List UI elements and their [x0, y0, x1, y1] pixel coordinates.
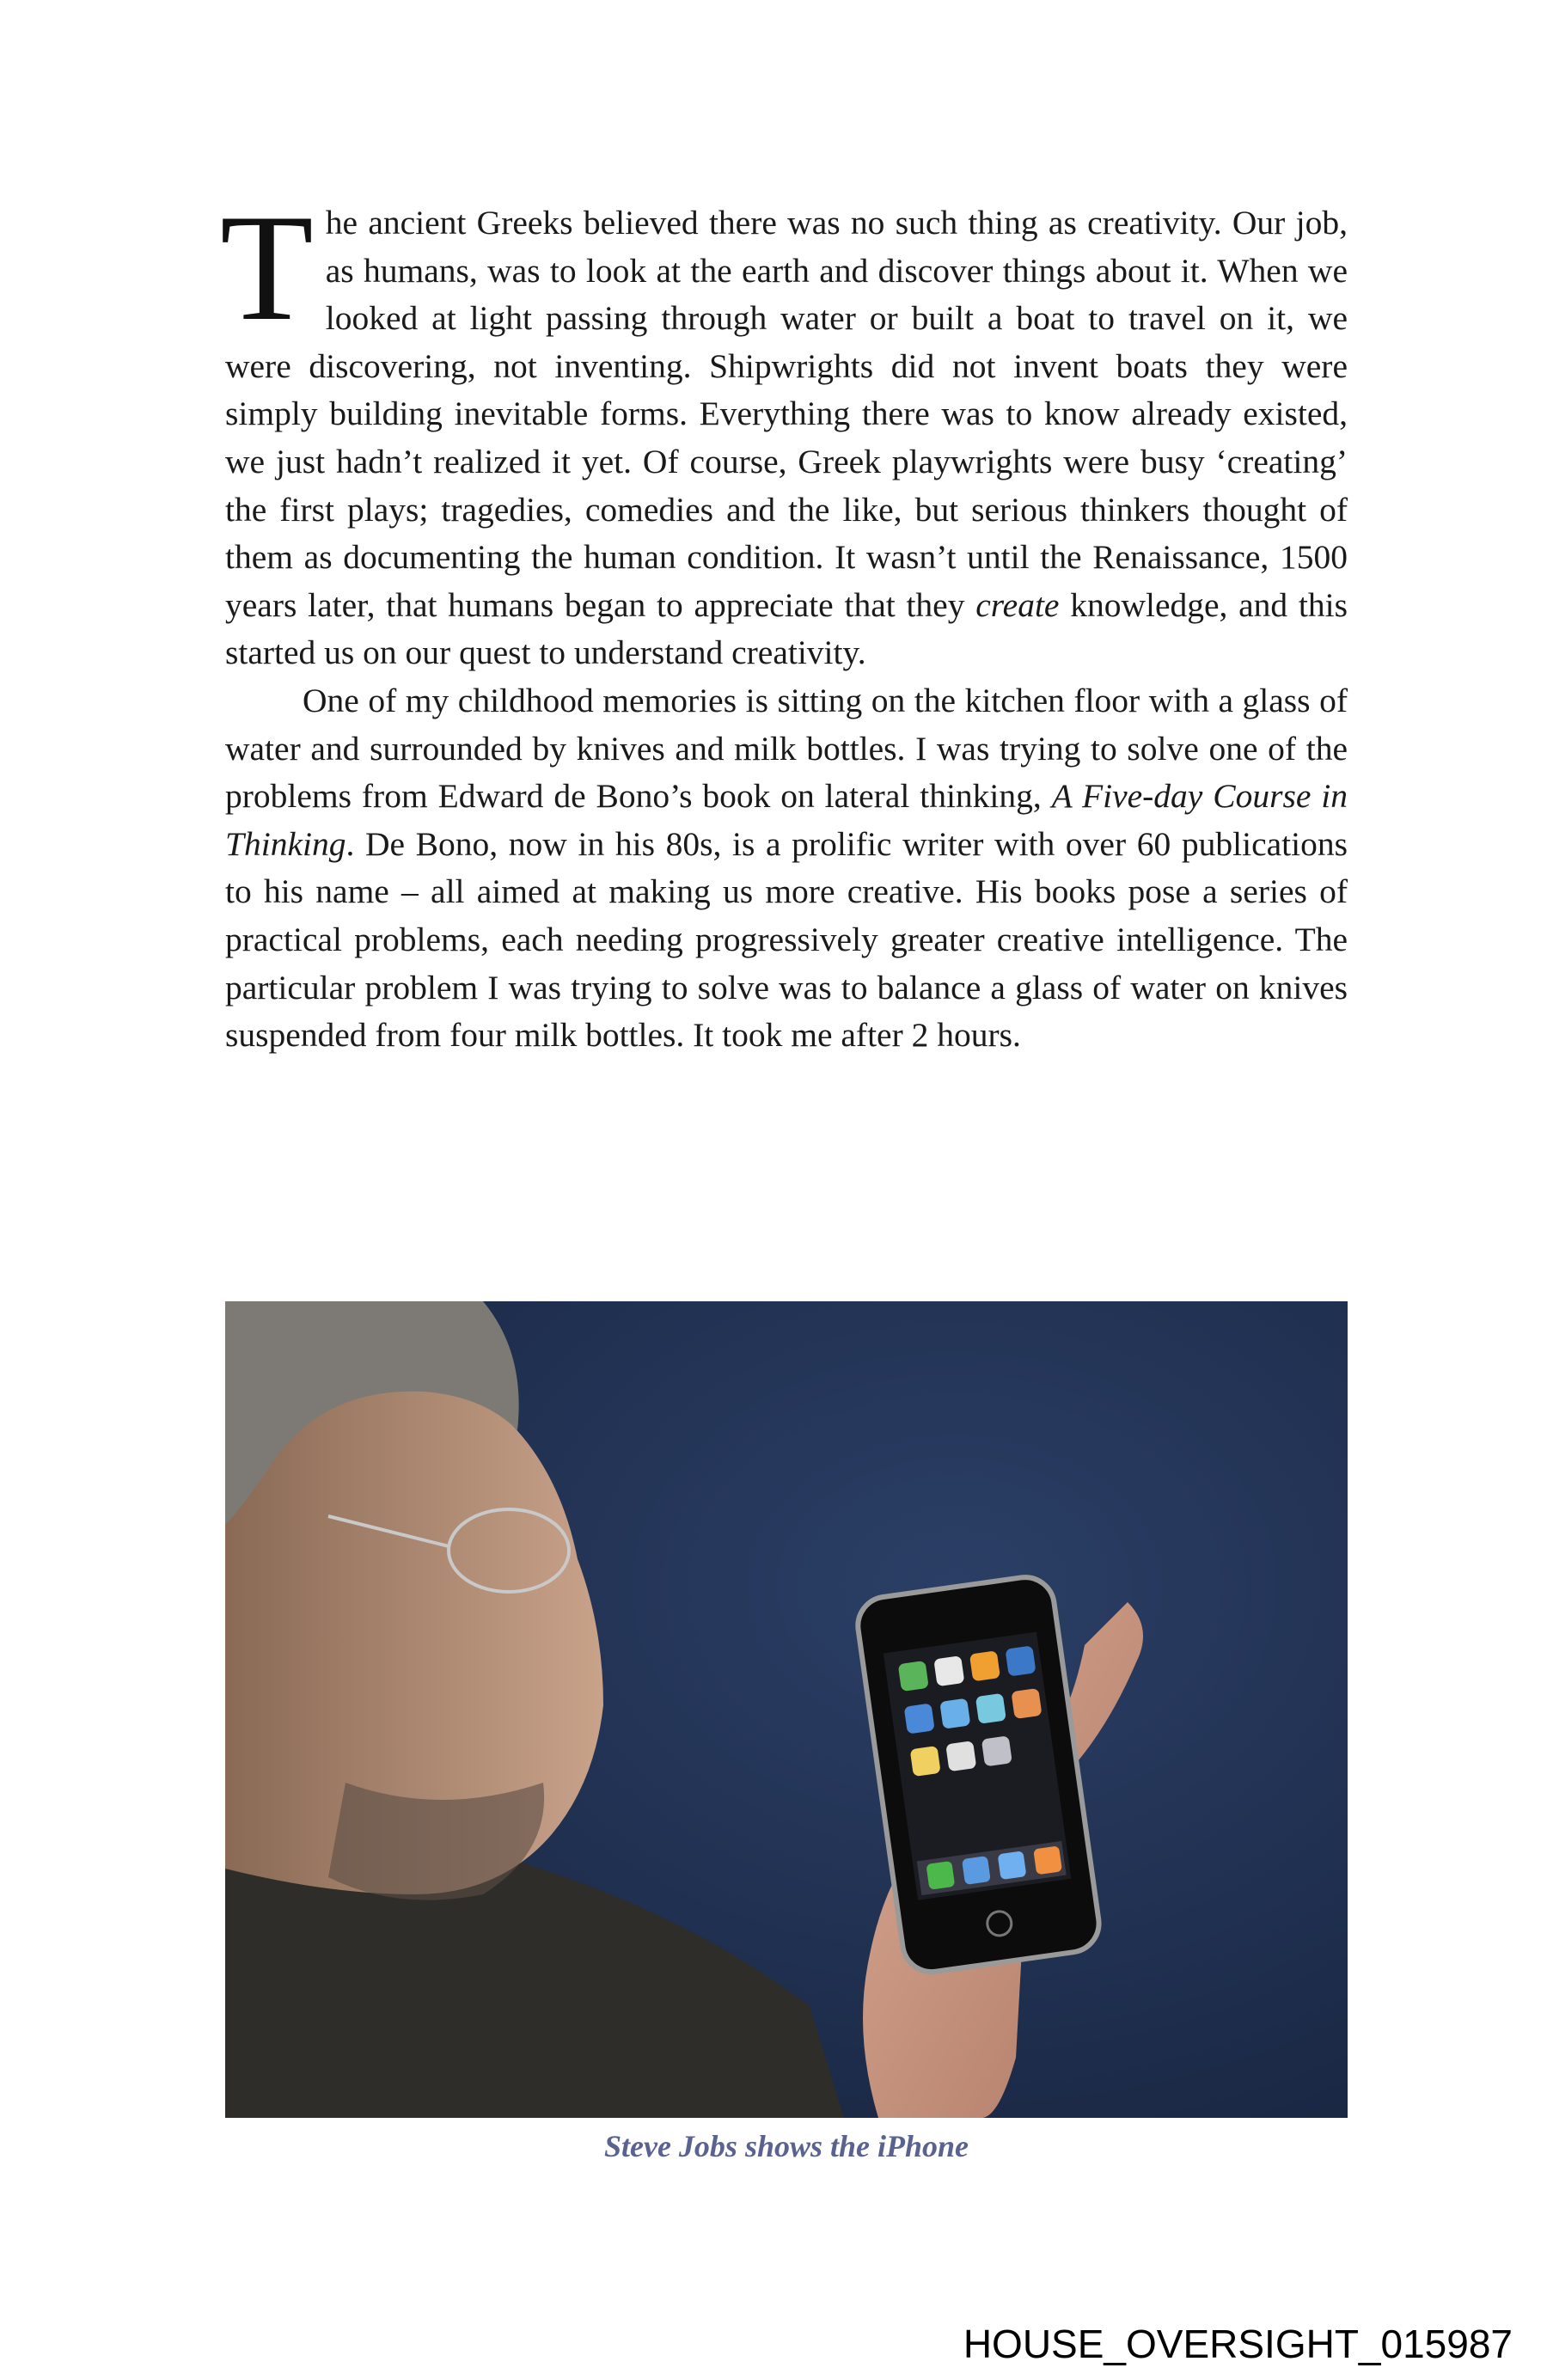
- paragraph-1-text-b: knowledge, and this started us on our quest to understand creativity.: [225, 585, 1348, 672]
- paragraph-1-text-a: he ancient Greeks believed there was no such thing as creativity. Our job, as humans, was to look at the earth and discover things about it. When we looked at light passing through water or built a boat to travel on it, we were discovering, not inventing. Shipwrights did not invent boats they were simply building inevitable forms. Everything there was to know already existed, we just hadn’t realized it yet. Of course, Greek playwrights were busy ‘creating’ the first plays; tragedies, comedies and the like, but serious thinkers thought of them as documenting the human condition. It wasn’t until the Renaissance, 1500 years later, that humans began to appreciate that they: [225, 204, 1348, 624]
- book-title: A Five-day Course in Thinking: [225, 777, 1348, 863]
- paragraph-2-text-a: One of my childhood memories is sitting on the kitchen floor with a glass of water and surrounded by knives and milk bottles. I was trying to solve one of the problems from Edward de Bono’s book on lateral thinking,: [225, 681, 1348, 816]
- body-text: [220, 182, 1348, 1060]
- drop-cap: T: [220, 182, 314, 352]
- paragraph-2-text-b: . De Bono, now in his 80s, is a prolific writer with over 60 publications to his name – all aimed at making us more creative. His books pose a series of practical problems, each needing progressively greater creative intelligence. The particular problem I was trying to solve was to balance a glass of water on knives suspended from four milk bottles. It took me after 2 hours.: [225, 824, 1348, 1055]
- figure-photo: [225, 1301, 1348, 2118]
- paragraph-1-emphasis: create: [975, 585, 1060, 624]
- bates-number: HOUSE_OVERSIGHT_015987: [963, 2322, 1513, 2366]
- paragraph-1: [220, 182, 1348, 677]
- photo-illustration: [225, 1301, 1348, 2118]
- paragraph-2: [225, 677, 1348, 1060]
- figure-caption: Steve Jobs shows the iPhone: [603, 2129, 969, 2163]
